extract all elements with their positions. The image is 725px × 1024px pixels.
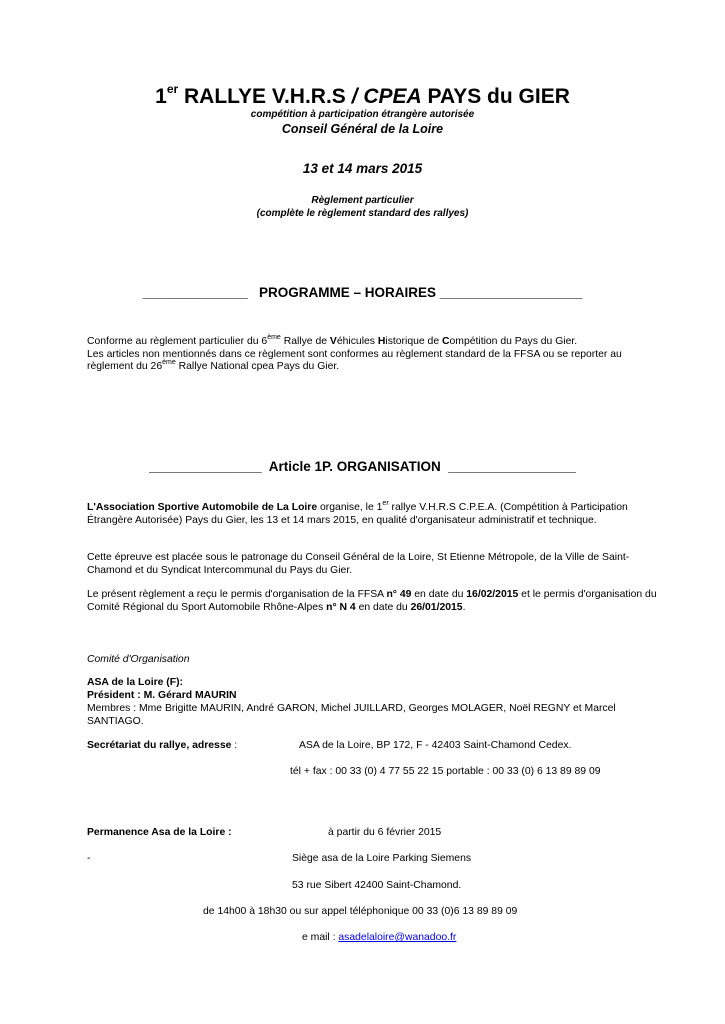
event-dates: 13 et 14 mars 2015 (302, 161, 423, 176)
list-dash: - (87, 853, 91, 864)
document-subtitle: compétition à participation étrangère autorisée (250, 109, 475, 120)
intro-paragraph: Conforme au règlement particulier du 6ème Rallye de Véhicules Historique de Compétition du Pays du Gier. Les articles non mentionnés dans ce règlement sont conformes au règlement standard de la FFSA ou se reporter au règlement du 26ème Rallye National cpea Pays du Gier. (87, 333, 622, 373)
section-heading-organisation: _______________ Article 1P. ORGANISATION _________________ (149, 459, 576, 474)
permanence-label: Permanence Asa de la Loire : (87, 827, 232, 838)
membres-list: Membres : Mme Brigitte MAURIN, André GARON, Michel JUILLARD, Georges MOLAGER, Noël REGNY et Marcel SANTIAGO. (87, 703, 616, 727)
document-title: 1er RALLYE V.H.R.S / CPEA PAYS du GIER (155, 82, 570, 108)
email-link[interactable]: asadelaloire@wanadoo.fr (338, 932, 457, 943)
section-heading-programme: ______________ PROGRAMME – HORAIRES ___________________ (142, 285, 583, 300)
permanence-address: 53 rue Sibert 42400 Saint-Chamond. (292, 880, 462, 891)
reglement-note: (complète le règlement standard des rallyes) (256, 208, 469, 219)
permanence-location: Siège asa de la Loire Parking Siemens (292, 853, 472, 864)
permanence-hours: de 14h00 à 18h30 ou sur appel téléphonique 00 33 (0)6 13 89 89 09 (203, 906, 518, 917)
patronage-paragraph: Cette épreuve est placée sous le patronage du Conseil Général de la Loire, St Etienne Métropole, de la Ville de Saint-Chamond et du Syndicat Intercommunal du Pays du Gier. (87, 552, 630, 576)
permanence-date: à partir du 6 février 2015 (328, 827, 442, 838)
contact-phone: tél + fax : 00 33 (0) 4 77 55 22 15 portable : 00 33 (0) 6 13 89 89 09 (290, 766, 601, 777)
permis-paragraph: Le présent règlement a reçu le permis d'organisation de la FFSA n° 49 en date du 16/02/2015 et le permis d'organisation du Comité Régional du Sport Automobile Rhône-Alpes n° N 4 en date du 26/01/2015. (87, 589, 657, 613)
email-line: e mail : asadelaloire@wanadoo.fr (302, 932, 457, 943)
conseil-general-line: Conseil Général de la Loire (281, 122, 444, 136)
asa-block: ASA de la Loire (F): Président : M. Gérard MAURIN (87, 677, 237, 701)
organisation-paragraph: L'Association Sportive Automobile de La Loire organise, le 1er rallye V.H.R.S C.P.E.A. (Compétition à Participation Étrangère Autorisée) Pays du Gier, les 13 et 14 mars 2015, en qualité d'organisateur administratif et technique. (87, 499, 628, 526)
secretariat-label: Secrétariat du rallye, adresse : (87, 740, 238, 751)
comite-heading: Comité d'Organisation (87, 654, 190, 665)
secretariat-address: ASA de la Loire, BP 172, F - 42403 Saint-Chamond Cedex. (299, 740, 572, 751)
reglement-title: Règlement particulier (311, 195, 414, 206)
